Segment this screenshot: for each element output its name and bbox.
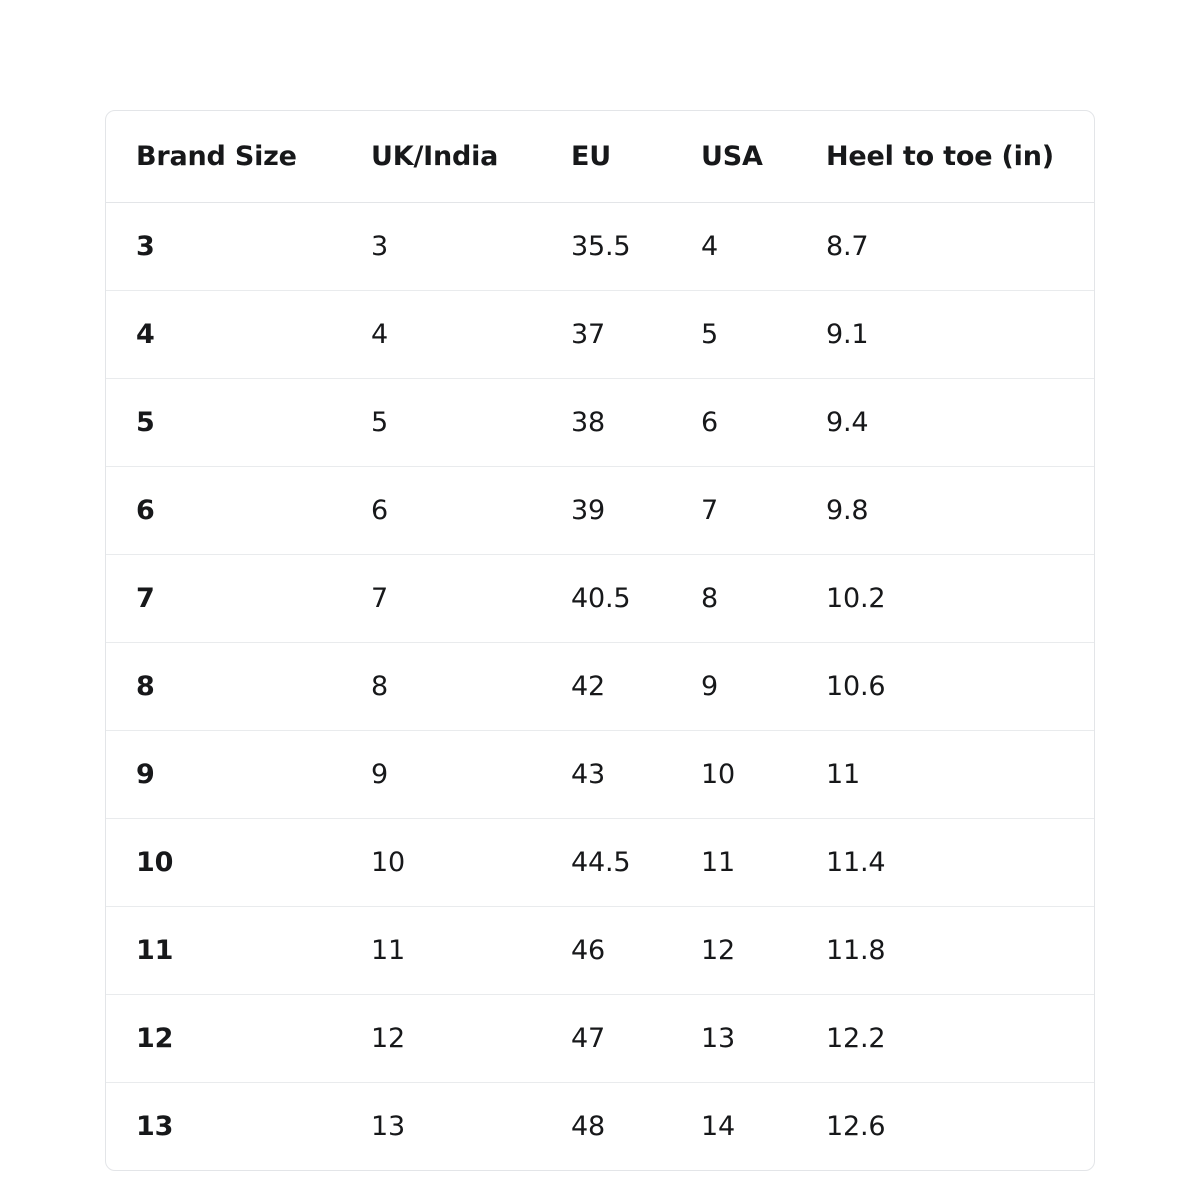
cell-usa: 5 — [671, 291, 796, 379]
cell-brand-size: 7 — [106, 555, 341, 643]
cell-eu: 44.5 — [541, 819, 671, 907]
table-row — [106, 555, 1094, 643]
cell-brand-size: 8 — [106, 643, 341, 731]
table-row — [106, 819, 1094, 907]
cell-eu: 38 — [541, 379, 671, 467]
table-row — [106, 203, 1094, 291]
cell-usa: 11 — [671, 819, 796, 907]
cell-heel-to-toe: 9.4 — [796, 379, 1094, 467]
cell-brand-size: 4 — [106, 291, 341, 379]
cell-brand-size: 12 — [106, 995, 341, 1083]
cell-uk-india: 8 — [341, 643, 541, 731]
cell-brand-size: 5 — [106, 379, 341, 467]
cell-eu: 48 — [571, 1111, 605, 1142]
cell-uk-india: 6 — [341, 467, 541, 555]
cell-uk-india: 4 — [341, 291, 541, 379]
cell-usa: 13 — [671, 995, 796, 1083]
cell-heel-to-toe: 10.6 — [796, 643, 1094, 731]
cell-usa: 12 — [671, 907, 796, 995]
cell-usa: 14 — [701, 1111, 735, 1142]
cell-heel-to-toe: 10.2 — [796, 555, 1094, 643]
cell-heel-to-toe: 11.4 — [796, 819, 1094, 907]
cell-eu: 40.5 — [541, 555, 671, 643]
table-row — [106, 643, 1094, 731]
cell-usa: 6 — [671, 379, 796, 467]
cell-brand-size: 9 — [106, 731, 341, 819]
cell-brand-size: 11 — [106, 907, 341, 995]
column-header-brand-size: Brand Size — [106, 111, 341, 203]
cell-uk-india: 10 — [341, 819, 541, 907]
column-header-eu: EU — [541, 111, 671, 203]
cell-usa: 10 — [671, 731, 796, 819]
cell-usa: 8 — [671, 555, 796, 643]
cell-eu: 47 — [541, 995, 671, 1083]
table-row — [106, 1083, 1094, 1171]
cell-heel-to-toe: 8.7 — [796, 203, 1094, 291]
cell-brand-size: 6 — [106, 467, 341, 555]
cell-brand-size: 13 — [136, 1111, 174, 1142]
table-row — [106, 731, 1094, 819]
cell-eu: 43 — [541, 731, 671, 819]
table-row — [106, 291, 1094, 379]
cell-usa: 4 — [671, 203, 796, 291]
column-header-usa: USA — [671, 111, 796, 203]
cell-heel-to-toe: 11.8 — [796, 907, 1094, 995]
cell-eu: 46 — [541, 907, 671, 995]
cell-brand-size: 3 — [106, 203, 341, 291]
cell-uk-india: 12 — [341, 995, 541, 1083]
cell-eu: 37 — [541, 291, 671, 379]
cell-uk-india: 9 — [341, 731, 541, 819]
cell-eu: 35.5 — [541, 203, 671, 291]
cell-uk-india: 3 — [341, 203, 541, 291]
cell-heel-to-toe: 12.6 — [826, 1111, 886, 1142]
cell-usa: 9 — [671, 643, 796, 731]
table-row — [106, 379, 1094, 467]
cell-usa: 7 — [671, 467, 796, 555]
table-header-row — [106, 111, 1094, 203]
cell-heel-to-toe: 9.8 — [796, 467, 1094, 555]
table-row — [106, 467, 1094, 555]
size-chart-card — [105, 110, 1095, 1171]
cell-heel-to-toe: 9.1 — [796, 291, 1094, 379]
cell-eu: 39 — [541, 467, 671, 555]
table-body — [106, 203, 1094, 1171]
column-header-uk-india: UK/India — [341, 111, 541, 203]
cell-brand-size: 10 — [106, 819, 341, 907]
cell-uk-india: 5 — [341, 379, 541, 467]
table-row — [106, 907, 1094, 995]
column-header-heel-to-toe: Heel to toe (in) — [796, 111, 1094, 203]
table-row — [106, 995, 1094, 1083]
size-chart-table — [106, 111, 1094, 1170]
cell-uk-india: 13 — [371, 1111, 405, 1142]
cell-heel-to-toe: 11 — [796, 731, 1094, 819]
cell-heel-to-toe: 12.2 — [796, 995, 1094, 1083]
cell-eu: 42 — [541, 643, 671, 731]
cell-uk-india: 7 — [341, 555, 541, 643]
table-header — [106, 111, 1094, 203]
cell-uk-india: 11 — [341, 907, 541, 995]
